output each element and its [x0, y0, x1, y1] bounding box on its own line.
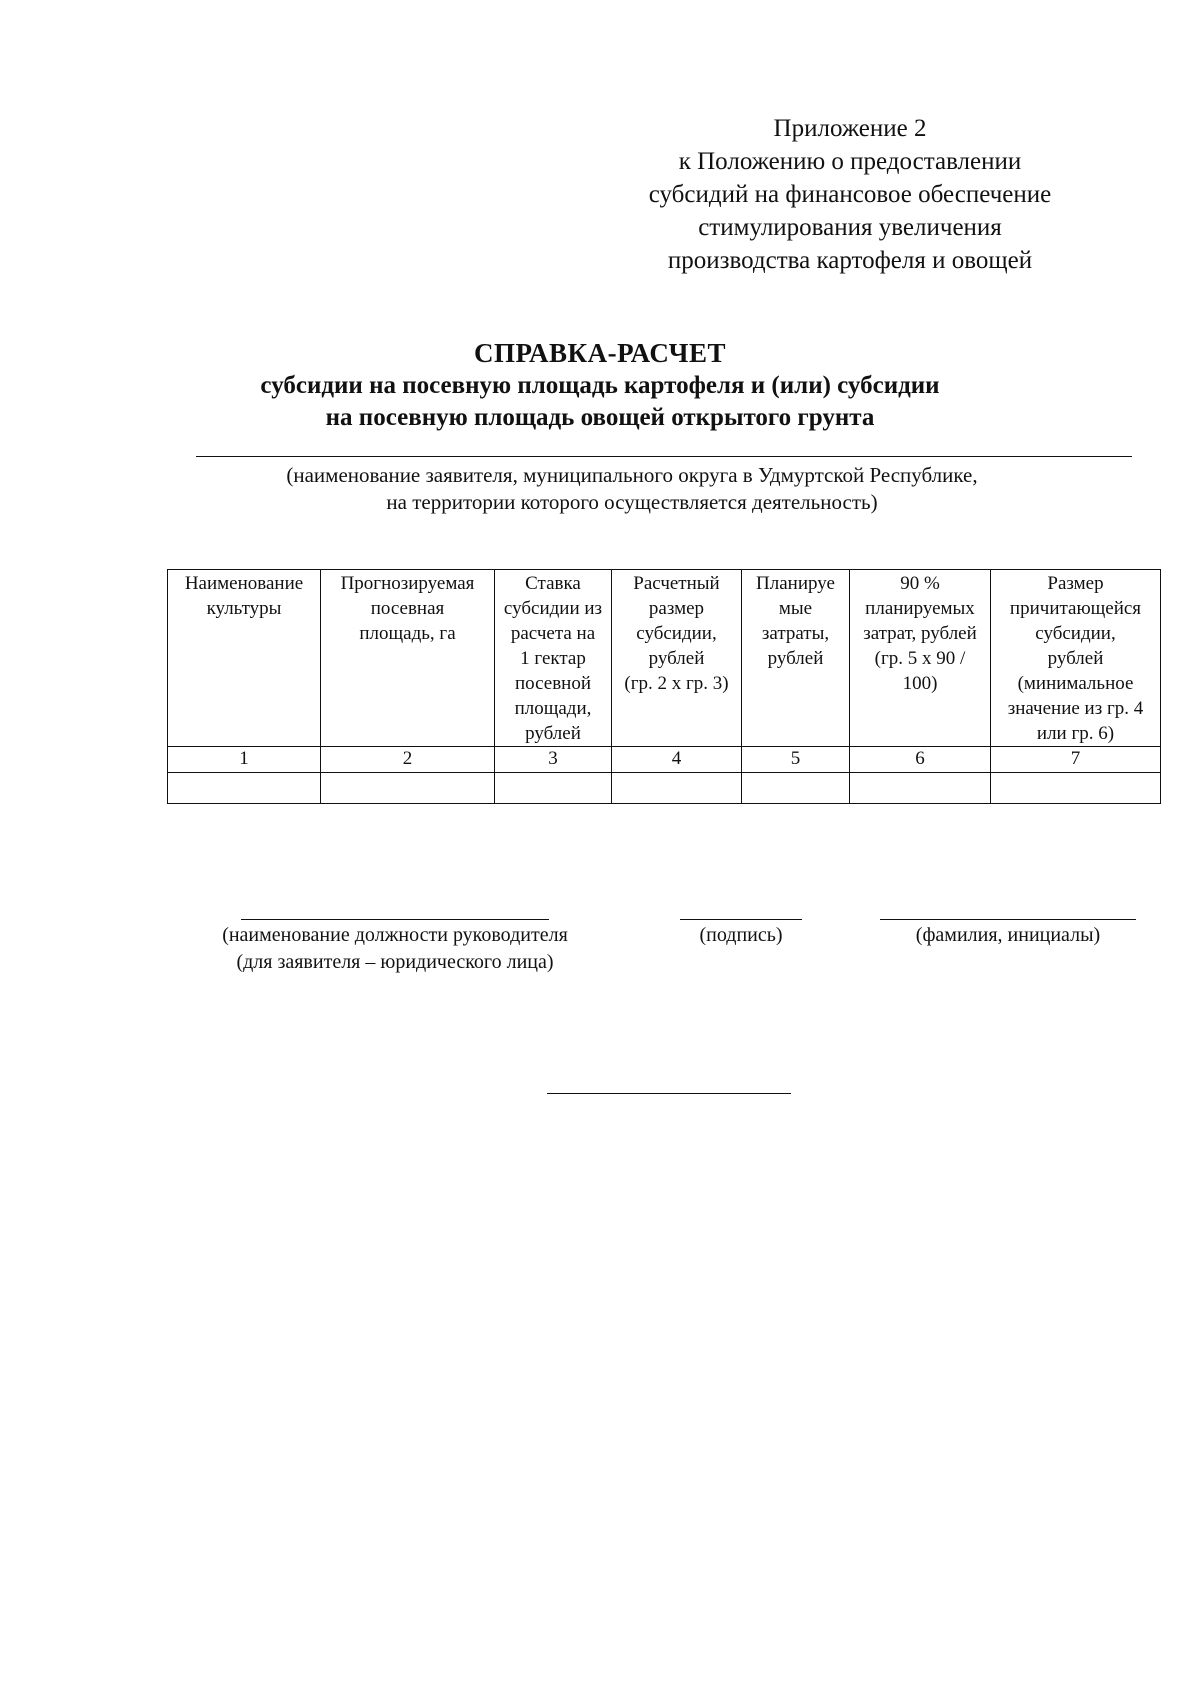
position-caption-line1: (наименование должности руководителя	[222, 924, 568, 946]
column-header-line: причитающейся	[1009, 598, 1142, 619]
column-header-line: (гр. 5 x 90 /	[874, 648, 966, 669]
column-header-1	[168, 570, 321, 747]
table-number-row	[168, 747, 1161, 773]
column-header-line: площадь, га	[359, 623, 456, 644]
column-header-line: 90 %	[900, 573, 940, 594]
applicant-caption	[160, 462, 1104, 516]
column-header-line: (гр. 2 x гр. 3)	[624, 673, 729, 694]
column-header-line: 1 гектар	[520, 648, 586, 669]
column-header-line: или гр. 6)	[1036, 723, 1115, 744]
column-header-line: значение из гр. 4	[1007, 698, 1144, 719]
name-fill-line[interactable]	[880, 919, 1136, 920]
appendix-line: производства картофеля и овощей	[667, 247, 1033, 274]
column-header-line: рублей	[525, 723, 581, 744]
table-header-row	[168, 570, 1161, 747]
column-header-7	[991, 570, 1161, 747]
closing-separator-line	[547, 1093, 791, 1094]
column-header-line: затраты,	[761, 623, 830, 644]
appendix-line: субсидий на финансовое обеспечение	[648, 181, 1052, 208]
appendix-line: к Положению о предоставлении	[678, 148, 1022, 175]
column-number-4: 4	[612, 747, 742, 773]
applicant-fill-line[interactable]	[196, 456, 1132, 457]
table-cell-empty[interactable]	[612, 773, 742, 804]
document-subtitle-line1: субсидии на посевную площадь картофеля и (или) субсидии	[260, 372, 940, 399]
column-header-line: Наименование	[184, 573, 304, 594]
column-header-6	[850, 570, 991, 747]
column-header-line: Расчетный	[633, 573, 720, 594]
signature-fill-line[interactable]	[680, 919, 802, 920]
column-header-line: мые	[778, 598, 813, 619]
column-header-line: субсидии из	[503, 598, 603, 619]
column-header-5	[742, 570, 850, 747]
column-header-line: посевная	[370, 598, 445, 619]
column-header-line: Ставка	[525, 573, 581, 594]
column-header-line: Прогнозируемая	[340, 573, 475, 594]
column-header-line: затрат, рублей	[863, 623, 977, 644]
column-header-line: планируемых	[865, 598, 975, 619]
column-header-line: Размер	[1047, 573, 1104, 594]
column-header-line: культуры	[206, 598, 282, 619]
table-cell-empty[interactable]	[168, 773, 321, 804]
appendix-block	[600, 112, 1100, 277]
column-header-4	[612, 570, 742, 747]
column-header-line: Планируе	[756, 573, 835, 594]
column-header-line: площади,	[514, 698, 592, 719]
column-number-2: 2	[321, 747, 495, 773]
table-cell-empty[interactable]	[495, 773, 612, 804]
column-header-line: субсидии,	[1035, 623, 1116, 644]
applicant-caption-line1: (наименование заявителя, муниципального округа в Удмуртской Республике,	[286, 463, 978, 487]
table-cell-empty[interactable]	[321, 773, 495, 804]
document-subtitle-line2: на посевную площадь овощей открытого грунта	[325, 404, 875, 431]
column-header-line: расчета на	[510, 623, 596, 644]
column-header-line: 100)	[902, 673, 938, 694]
table-empty-row	[168, 773, 1161, 804]
document-heading	[160, 336, 1040, 434]
column-number-3: 3	[495, 747, 612, 773]
appendix-line: Приложение 2	[773, 115, 927, 142]
column-header-line: размер	[648, 598, 705, 619]
table-cell-empty[interactable]	[991, 773, 1161, 804]
table-cell-empty[interactable]	[850, 773, 991, 804]
column-header-line: рублей	[1047, 648, 1104, 669]
name-caption: (фамилия, инициалы)	[915, 924, 1101, 946]
column-number-7: 7	[991, 747, 1161, 773]
column-header-2	[321, 570, 495, 747]
column-header-3	[495, 570, 612, 747]
column-header-line: рублей	[767, 648, 824, 669]
column-header-line: субсидии,	[636, 623, 717, 644]
column-header-line: рублей	[648, 648, 705, 669]
applicant-caption-line2: на территории которого осуществляется деятельность)	[386, 490, 878, 514]
position-caption	[170, 922, 620, 976]
column-number-1: 1	[168, 747, 321, 773]
calculation-table	[167, 569, 1161, 804]
document-title: СПРАВКА-РАСЧЕТ	[474, 338, 726, 368]
column-header-line: посевной	[514, 673, 592, 694]
column-number-6: 6	[850, 747, 991, 773]
appendix-line: стимулирования увеличения	[698, 214, 1002, 241]
column-number-5: 5	[742, 747, 850, 773]
position-caption-line2: (для заявителя – юридического лица)	[236, 951, 554, 973]
position-fill-line[interactable]	[241, 919, 549, 920]
column-header-line: (минимальное	[1017, 673, 1134, 694]
signature-caption: (подпись)	[699, 924, 783, 946]
table-cell-empty[interactable]	[742, 773, 850, 804]
